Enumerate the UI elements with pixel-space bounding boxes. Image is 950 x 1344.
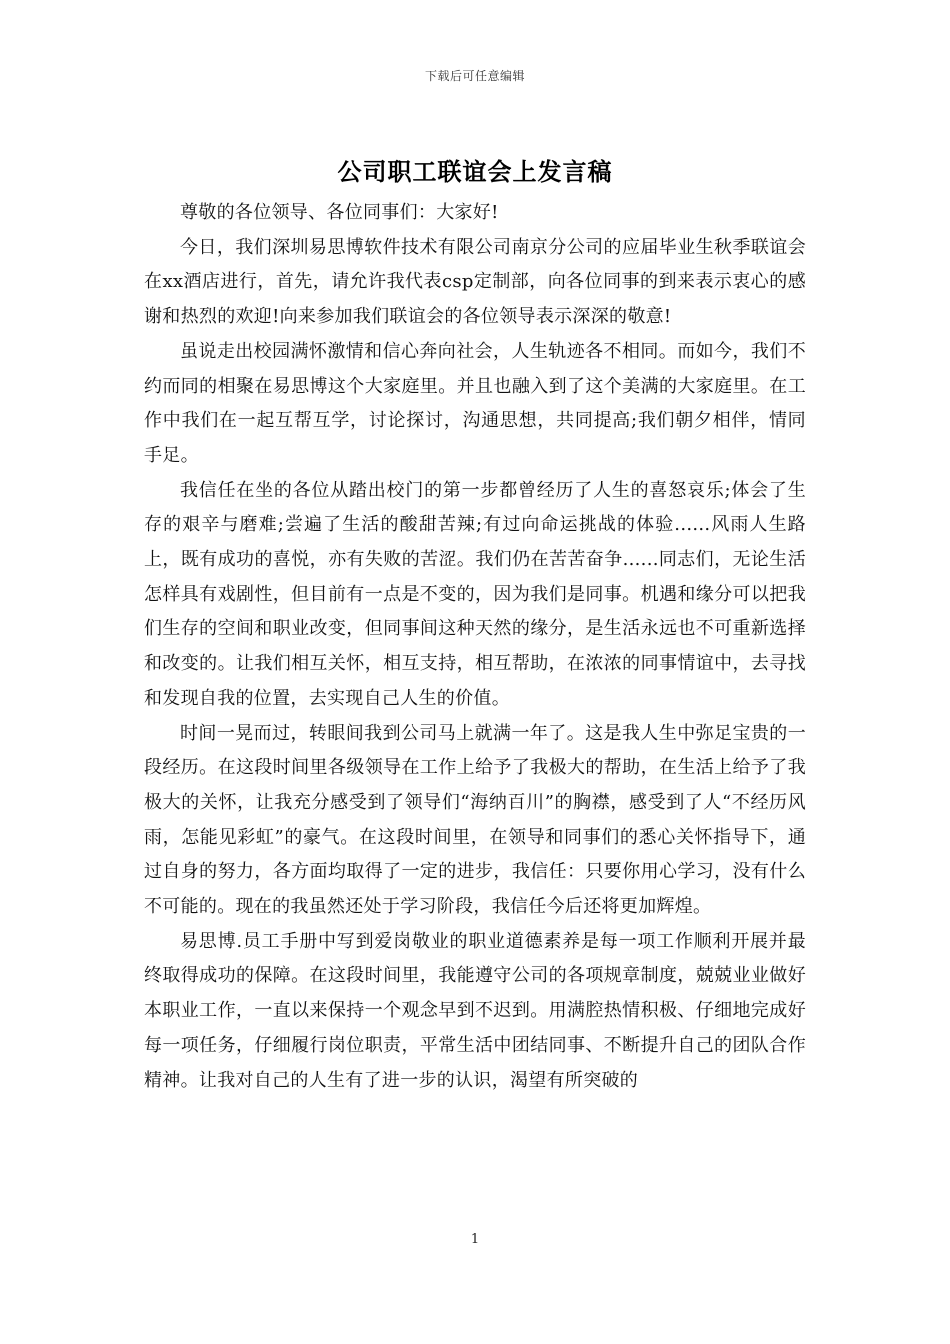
- page-number: 1: [470, 1232, 480, 1247]
- header-note: 下载后可任意编辑: [424, 69, 525, 83]
- document-body: [144, 196, 806, 1098]
- body-paragraph: 今日，我们深圳易思博软件技术有限公司南京分公司的应届毕业生秋季联谊会在xx酒店进行，首先，请允许我代表csp定制部，向各位同事的到来表示衷心的感谢和热烈的欢迎!向来参加我们联谊会的各位领导表示深深的敬意!: [144, 236, 806, 328]
- document-title: 公司职工联谊会上发言稿: [337, 157, 613, 186]
- greeting-paragraph: 尊敬的各位领导、各位同事们：大家好!: [180, 202, 499, 223]
- body-paragraph: 虽说走出校园满怀激情和信心奔向社会，人生轨迹各不相同。而如今，我们不约而同的相聚在易思博这个大家庭里。并且也融入到了这个美满的大家庭里。在工作中我们在一起互帮互学，讨论探讨，沟通思想，共同提高;我们朝夕相伴，情同手足。: [144, 340, 806, 466]
- body-paragraph: 易思博.员工手册中写到爱岗敬业的职业道德素养是每一项工作顺利开展并最终取得成功的保障。在这段时间里，我能遵守公司的各项规章制度，兢兢业业做好本职业工作，一直以来保持一个观念早到不迟到。用满腔热情积极、仔细地完成好每一项任务，仔细履行岗位职责，平常生活中团结同事、不断提升自己的团队合作精神。让我对自己的人生有了进一步的认识，渴望有所突破的: [144, 930, 806, 1091]
- body-paragraph: 时间一晃而过，转眼间我到公司马上就满一年了。这是我人生中弥足宝贵的一段经历。在这段时间里各级领导在工作上给予了我极大的帮助，在生活上给予了我极大的关怀，让我充分感受到了领导们“海纳百川”的胸襟，感受到了人“不经历风雨，怎能见彩虹”的豪气。在这段时间里，在领导和同事们的悉心关怀指导下，通过自身的努力，各方面均取得了一定的进步，我信任：只要你用心学习，没有什么不可能的。现在的我虽然还处于学习阶段，我信任今后还将更加辉煌。: [144, 722, 806, 918]
- body-paragraph: 我信任在坐的各位从踏出校门的第一步都曾经历了人生的喜怒哀乐;体会了生存的艰辛与磨难;尝遍了生活的酸甜苦辣;有过向命运挑战的体验......风雨人生路上，既有成功的喜悦，亦有失败的苦涩。我们仍在苦苦奋争......同志们，无论生活怎样具有戏剧性，但目前有一点是不变的，因为我们是同事。机遇和缘分可以把我们生存的空间和职业改变，但同事间这种天然的缘分，是生活永远也不可重新选择和改变的。让我们相互关怀，相互支持，相互帮助，在浓浓的同事情谊中，去寻找和发现自我的位置，去实现自己人生的价值。: [144, 479, 806, 709]
